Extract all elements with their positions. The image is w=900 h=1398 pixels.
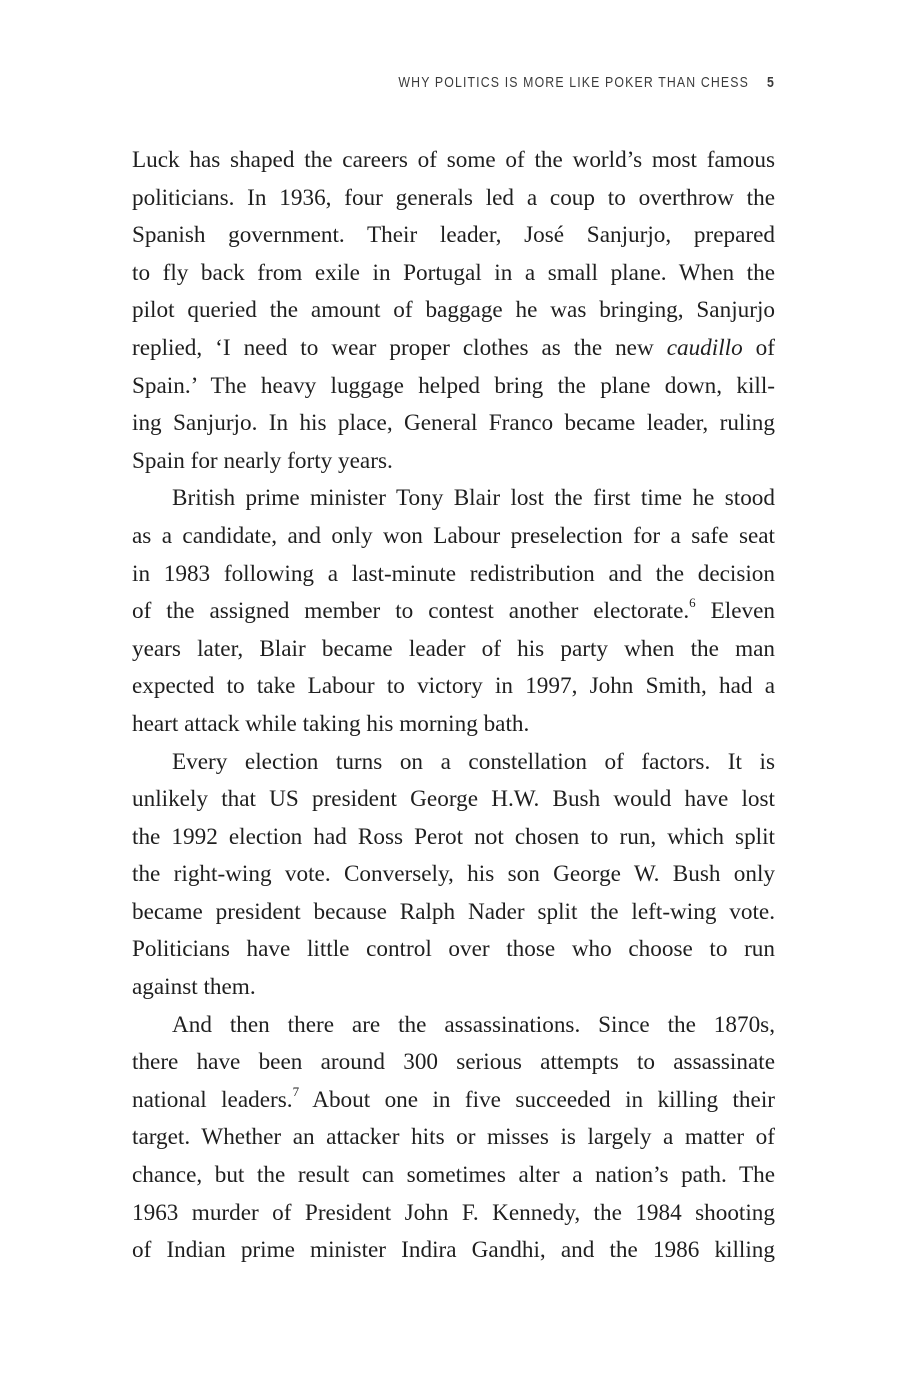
text-line: Luck has shaped the careers of some of the world’s most famous xyxy=(132,147,775,173)
text-line: the right-wing vote. Conversely, his son George W. Bush only xyxy=(132,861,775,888)
text-line: target. Whether an attacker hits or misses is largely a matter of xyxy=(132,1124,775,1151)
text-line: of Indian prime minister Indira Gandhi, and the 1986 killing xyxy=(132,1237,775,1264)
text-line xyxy=(132,1082,775,1120)
text-line: years later, Blair became leader of his party when the man xyxy=(132,635,775,662)
text-line xyxy=(132,330,775,368)
footnote-marker: 6 xyxy=(689,595,696,611)
text-line: heart attack while taking his morning bath. xyxy=(132,710,530,737)
text-line: British prime minister Tony Blair lost the first time he stood xyxy=(172,485,775,512)
text-line: the 1992 election had Ross Perot not chosen to run, which split xyxy=(132,823,775,850)
text-line: ing Sanjurjo. In his place, General Franco became leader, ruling xyxy=(132,410,775,437)
text-line: as a candidate, and only won Labour preselection for a safe seat xyxy=(132,522,775,549)
text-line: Spain.’ The heavy luggage helped bring the plane down, kill- xyxy=(132,372,775,399)
running-header xyxy=(248,74,775,91)
text-segment: of xyxy=(742,334,775,361)
paragraph-3 xyxy=(132,744,775,1007)
text-line: unlikely that US president George H.W. Bush would have lost xyxy=(132,786,775,813)
paragraph-1 xyxy=(132,142,775,480)
italic-word: caudillo xyxy=(666,334,743,361)
text-line: chance, but the result can sometimes alter a nation’s path. The xyxy=(132,1162,775,1189)
paragraph-2 xyxy=(132,480,775,743)
text-segment: Eleven xyxy=(695,598,775,625)
body-text xyxy=(132,142,775,1270)
text-line: expected to take Labour to victory in 1997, John Smith, had a xyxy=(132,673,775,700)
text-line: in 1983 following a last-minute redistribution and the decision xyxy=(132,560,775,587)
text-segment: of the assigned member to contest another electorate. xyxy=(132,598,690,625)
text-line: And then there are the assassinations. Since the 1870s, xyxy=(172,1011,775,1038)
text-line: Politicians have little control over those who choose to run xyxy=(132,936,775,963)
text-line: politicians. In 1936, four generals led a coup to overthrow the xyxy=(132,184,775,211)
footnote-marker: 7 xyxy=(292,1084,300,1100)
text-line: 1963 murder of President John F. Kennedy, the 1984 shooting xyxy=(132,1199,775,1226)
running-title: WHY POLITICS IS MORE LIKE POKER THAN CHESS xyxy=(398,74,749,91)
text-line: to fly back from exile in Portugal in a small plane. When the xyxy=(132,259,775,286)
text-line: Spanish government. Their leader, José Sanjurjo, prepared xyxy=(132,222,775,249)
page-number: 5 xyxy=(767,74,775,91)
text-segment: About one in five succeeded in killing their xyxy=(299,1086,775,1113)
text-line: Spain for nearly forty years. xyxy=(132,447,393,474)
text-segment: replied, ‘I need to wear proper clothes as the new xyxy=(132,334,667,361)
text-line: Every election turns on a constellation of factors. It is xyxy=(172,748,775,775)
text-line: against them. xyxy=(132,974,256,1001)
text-line: pilot queried the amount of baggage he was bringing, Sanjurjo xyxy=(132,297,775,324)
text-line xyxy=(132,593,775,631)
text-line: became president because Ralph Nader split the left-wing vote. xyxy=(132,898,775,925)
paragraph-4 xyxy=(132,1007,775,1270)
text-line: there have been around 300 serious attempts to assassinate xyxy=(132,1049,775,1076)
text-segment: national leaders. xyxy=(132,1086,293,1113)
